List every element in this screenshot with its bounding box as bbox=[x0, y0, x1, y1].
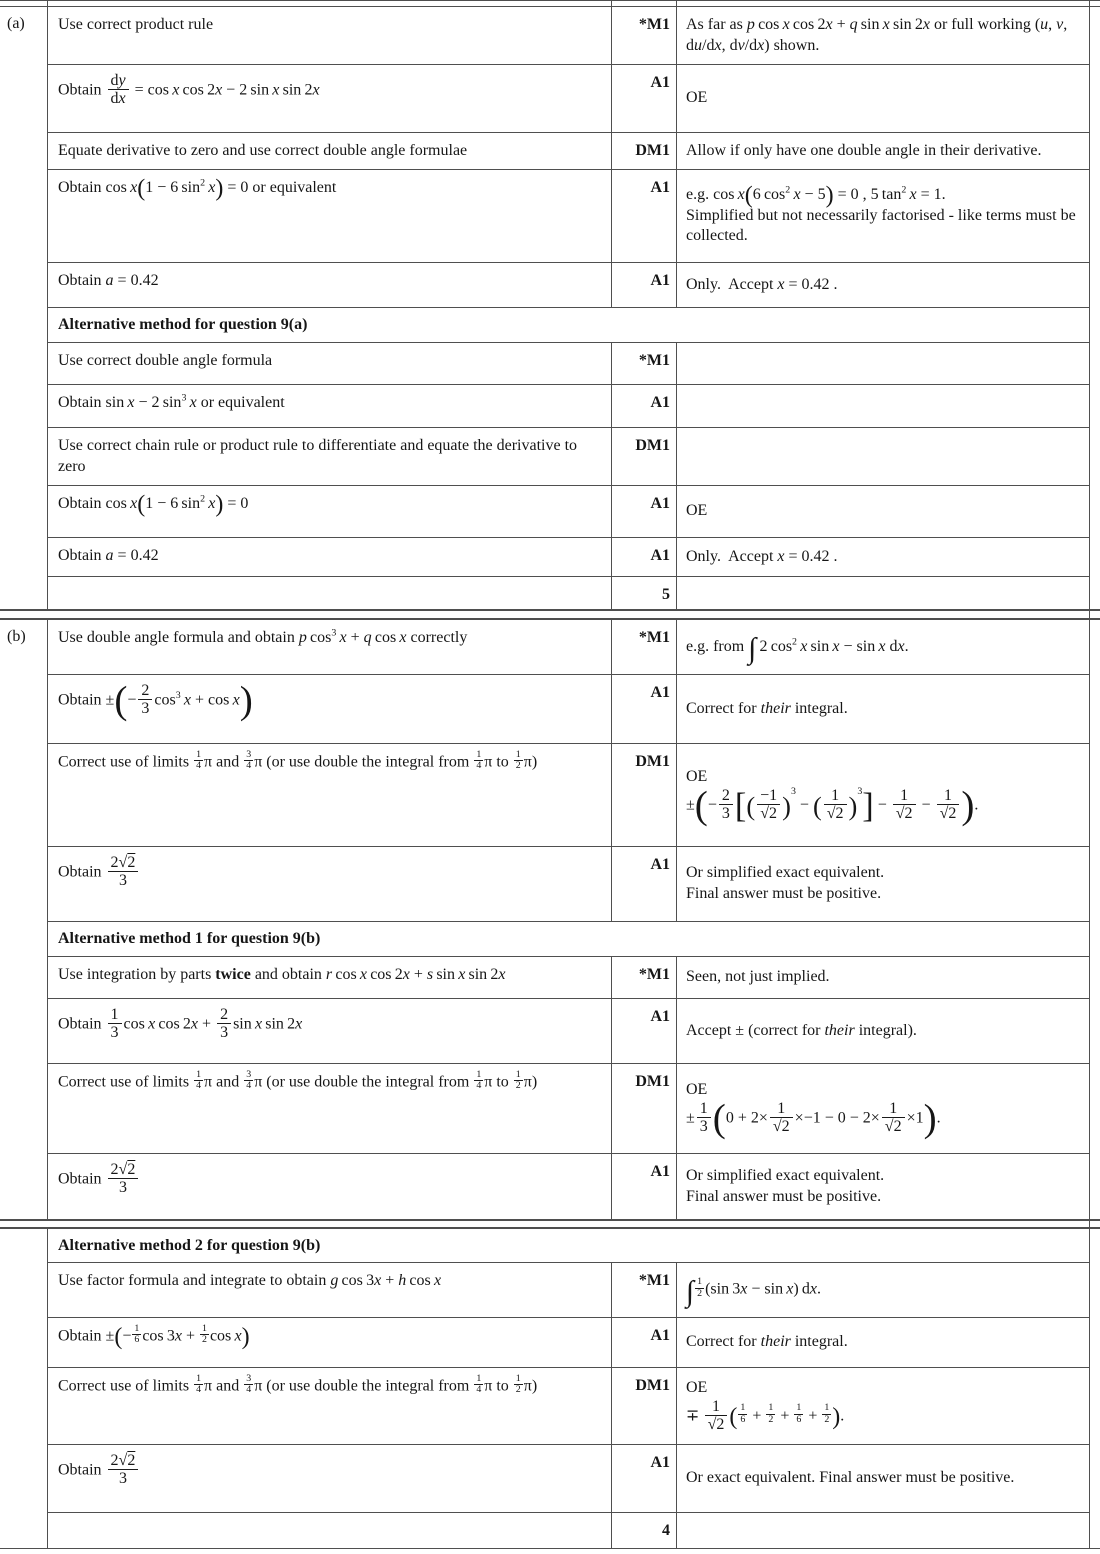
alt-method-header: Alternative method 1 for question 9(b) bbox=[58, 930, 321, 947]
guidance-cell bbox=[677, 65, 1089, 132]
table-top-edge bbox=[0, 0, 1100, 7]
answer-text: Obtain sin x − 2 $\sin^3 x$ or equivalent bbox=[58, 392, 285, 411]
mark-cell bbox=[612, 1263, 677, 1317]
mark-row bbox=[48, 7, 1089, 65]
mark-row bbox=[48, 428, 1089, 486]
part-label: (a) bbox=[7, 15, 25, 32]
section-separator bbox=[0, 1219, 1100, 1229]
guidance-text: Only. Accept x = 0.42 . bbox=[686, 275, 838, 293]
guidance-text: OE ± $\frac{1}{3}$ (0 + 2× $\frac{1}{√2}$ ×−1 − 0 − 2× $\frac{1}{√2}$ ×1). bbox=[686, 1081, 941, 1140]
mark-row bbox=[48, 385, 1089, 428]
answer-cell bbox=[48, 847, 612, 921]
guidance-text: Correct for their integral. bbox=[686, 1333, 848, 1351]
mark-label: DM1 bbox=[635, 1073, 670, 1090]
mark-cell bbox=[612, 65, 677, 132]
answer-text: Use factor formula and integrate to obtain g cos 3x + h cos x bbox=[58, 1272, 442, 1289]
answer-cell bbox=[48, 428, 612, 485]
answer-cell bbox=[48, 1318, 612, 1367]
mark-row bbox=[48, 1154, 1089, 1219]
guidance-text: e.g. cos x(6 $\cos^2 x - 5) = 0$ , 5 $\tan^2 x = 1$. Simplified but not necessarily factorised - like terms must be collected. bbox=[686, 182, 1076, 245]
answer-text: Correct use of limits $\frac{1}{4}$ π and $\frac{3}{4}$ π (or use double the integral from $\frac{1}{4}$ π to $\frac{1}{2}$ π) bbox=[58, 1069, 538, 1092]
answer-cell bbox=[48, 957, 612, 998]
guidance-text: Seen, not just implied. bbox=[686, 968, 830, 986]
mark-row bbox=[48, 744, 1089, 847]
alt-method-header-row bbox=[48, 922, 1089, 957]
guidance-text: Accept ± (correct for their integral). bbox=[686, 1021, 917, 1039]
answer-text: Obtain $\frac{2√2}{3}$ bbox=[58, 855, 595, 891]
answer-cell bbox=[48, 7, 612, 64]
guidance-cell bbox=[677, 675, 1089, 743]
part-label-cell bbox=[0, 620, 48, 1219]
mark-cell bbox=[612, 428, 677, 485]
guidance-cell bbox=[677, 999, 1089, 1063]
answer-text: Obtain $\frac{2√2}{3}$ bbox=[58, 1162, 595, 1198]
guidance-cell bbox=[677, 538, 1089, 576]
mark-row bbox=[48, 133, 1089, 170]
guidance-cell bbox=[677, 744, 1089, 846]
alt-method-header: Alternative method for question 9(a) bbox=[58, 316, 308, 333]
mark-label: DM1 bbox=[635, 437, 670, 454]
total-row bbox=[48, 1513, 1089, 1548]
answer-text: Obtain ±(− $\frac{1}{6}$ cos 3x + $\frac{1}{2}$ cos x) bbox=[58, 1323, 250, 1350]
answer-cell bbox=[48, 170, 612, 262]
mark-row bbox=[48, 65, 1089, 133]
mark-label: A1 bbox=[650, 179, 670, 196]
answer-text: Use correct product rule bbox=[58, 16, 214, 33]
guidance-cell bbox=[677, 620, 1089, 674]
guidance-cell bbox=[677, 428, 1089, 485]
mark-scheme-table bbox=[0, 7, 1090, 1548]
answer-cell bbox=[48, 577, 612, 609]
mark-cell bbox=[612, 343, 677, 384]
guidance-text: Allow if only have one double angle in their derivative. bbox=[686, 141, 1042, 159]
column-border-line bbox=[1089, 1, 1091, 6]
alt-method-header-row bbox=[48, 308, 1089, 343]
guidance-text: As far as p cos x cos 2x + q sin x sin 2x or full working (u, v, du/dx, dv/dx) shown. bbox=[686, 15, 1068, 54]
mark-row bbox=[48, 675, 1089, 744]
answer-cell bbox=[48, 999, 612, 1063]
guidance-text: OE ±(− $\frac{2}{3}$ [( $\frac{-1}{√2}$ )$^3$ − ( $\frac{1}{√2}$ )$^3$] − $\frac{1}{√2}$ − $\frac{1}{√2}$ ). bbox=[686, 767, 979, 827]
mark-label: A1 bbox=[650, 495, 670, 512]
guidance-text: Or exact equivalent. Final answer must be positive. bbox=[686, 1469, 1015, 1487]
mark-row bbox=[48, 538, 1089, 577]
guidance-cell bbox=[677, 577, 1089, 609]
mark-label: *M1 bbox=[638, 16, 670, 33]
guidance-cell bbox=[677, 1318, 1089, 1367]
mark-row bbox=[48, 343, 1089, 385]
answer-cell bbox=[48, 1154, 612, 1219]
mark-row bbox=[48, 1263, 1089, 1318]
total-marks-cell: 5 bbox=[612, 577, 677, 609]
guidance-cell bbox=[677, 1154, 1089, 1219]
mark-label: DM1 bbox=[635, 753, 670, 770]
guidance-text: OE bbox=[686, 89, 708, 107]
guidance-cell bbox=[677, 263, 1089, 307]
mark-label: A1 bbox=[650, 1454, 670, 1471]
answer-cell bbox=[48, 65, 612, 132]
mark-label: A1 bbox=[650, 74, 670, 91]
part-label-cell bbox=[0, 7, 48, 609]
answer-cell bbox=[48, 1513, 612, 1548]
mark-label: A1 bbox=[650, 856, 670, 873]
alt-method-header: Alternative method 2 for question 9(b) bbox=[58, 1237, 321, 1254]
guidance-text: Or simplified exact equivalent. Final answer must be positive. bbox=[686, 864, 885, 902]
mark-label: A1 bbox=[650, 1163, 670, 1180]
mark-label: DM1 bbox=[635, 142, 670, 159]
mark-label: *M1 bbox=[638, 1272, 670, 1289]
mark-cell bbox=[612, 1368, 677, 1444]
mark-cell bbox=[612, 620, 677, 674]
mark-label: A1 bbox=[650, 684, 670, 701]
mark-label: *M1 bbox=[638, 629, 670, 646]
section-b-rows bbox=[48, 620, 1089, 1219]
answer-cell bbox=[48, 263, 612, 307]
answer-text: Correct use of limits $\frac{1}{4}$ π and $\frac{3}{4}$ π (or use double the integral from $\frac{1}{4}$ π to $\frac{1}{2}$ π) bbox=[58, 749, 538, 772]
answer-text: Correct use of limits $\frac{1}{4}$ π and $\frac{3}{4}$ π (or use double the integral from $\frac{1}{4}$ π to $\frac{1}{2}$ π) bbox=[58, 1373, 538, 1396]
guidance-cell bbox=[677, 170, 1089, 262]
answer-cell bbox=[48, 343, 612, 384]
mark-row bbox=[48, 1064, 1089, 1154]
answer-text: Obtain $\frac{dy}{dx}$ = cos x cos 2x − 2 sin x sin 2x bbox=[58, 72, 320, 108]
answer-cell bbox=[48, 385, 612, 427]
guidance-text: ∫ $\frac{1}{2}$ (sin 3x − sin x) dx. bbox=[686, 1276, 822, 1308]
column-border-line bbox=[47, 1, 49, 6]
mark-label: *M1 bbox=[638, 352, 670, 369]
mark-cell bbox=[612, 957, 677, 998]
mark-cell bbox=[612, 385, 677, 427]
section-b bbox=[0, 620, 1089, 1219]
guidance-cell bbox=[677, 957, 1089, 998]
mark-cell bbox=[612, 744, 677, 846]
mark-label: A1 bbox=[650, 1008, 670, 1025]
mark-label: A1 bbox=[650, 272, 670, 289]
section-b-alt2 bbox=[0, 1229, 1089, 1548]
guidance-cell bbox=[677, 486, 1089, 537]
guidance-text: Or simplified exact equivalent. Final answer must be positive. bbox=[686, 1166, 885, 1205]
answer-text: Use integration by parts twice and obtain r cos x cos 2x + s sin x sin 2x bbox=[58, 966, 506, 983]
answer-cell bbox=[48, 1368, 612, 1444]
answer-cell bbox=[48, 1263, 612, 1317]
answer-cell bbox=[48, 675, 612, 743]
guidance-cell bbox=[677, 385, 1089, 427]
mark-cell bbox=[612, 1318, 677, 1367]
answer-text: Obtain ±(− $\frac{2}{3}$ $\cos^3 x + \cos x$) bbox=[58, 678, 253, 722]
mark-label: A1 bbox=[650, 547, 670, 564]
mark-cell bbox=[612, 999, 677, 1063]
answer-cell bbox=[48, 1064, 612, 1153]
mark-cell bbox=[612, 675, 677, 743]
mark-cell bbox=[612, 486, 677, 537]
guidance-text: OE bbox=[686, 502, 708, 520]
mark-row bbox=[48, 1445, 1089, 1513]
answer-text: Equate derivative to zero and use correct double angle formulae bbox=[58, 142, 468, 159]
answer-cell bbox=[48, 538, 612, 576]
answer-text: Obtain $\frac{2√2}{3}$ bbox=[58, 1453, 595, 1489]
mark-label: DM1 bbox=[635, 1377, 670, 1394]
section-separator bbox=[0, 609, 1100, 620]
section-b-alt2-rows bbox=[48, 1229, 1089, 1548]
mark-cell bbox=[612, 133, 677, 169]
mark-row bbox=[48, 999, 1089, 1064]
guidance-cell bbox=[677, 847, 1089, 921]
guidance-cell bbox=[677, 1064, 1089, 1153]
mark-row bbox=[48, 957, 1089, 999]
guidance-text: e.g. from ∫ 2 $\cos^2 x$ sin x − sin x dx. bbox=[686, 632, 909, 665]
mark-label: A1 bbox=[650, 1327, 670, 1344]
answer-text: Obtain $\frac{1}{3}$ cos x cos 2x + $\frac{2}{3}$ sin x sin 2x bbox=[58, 1006, 303, 1042]
mark-label: *M1 bbox=[638, 966, 670, 983]
guidance-cell bbox=[677, 133, 1089, 169]
answer-cell bbox=[48, 133, 612, 169]
guidance-text: Correct for their integral. bbox=[686, 699, 848, 717]
mark-cell bbox=[612, 538, 677, 576]
answer-text: Obtain a = 0.42 bbox=[58, 272, 159, 289]
mark-row bbox=[48, 1318, 1089, 1368]
answer-text: Obtain cos x(1 − 6 $\sin^2 x) = 0$ or equivalent bbox=[58, 175, 337, 202]
guidance-cell bbox=[677, 1445, 1089, 1512]
mark-row bbox=[48, 847, 1089, 922]
column-border-line bbox=[611, 1, 613, 6]
guidance-text: Only. Accept x = 0.42 . bbox=[686, 547, 838, 565]
mark-cell bbox=[612, 263, 677, 307]
mark-cell bbox=[612, 1445, 677, 1512]
guidance-cell bbox=[677, 1263, 1089, 1317]
part-label: (b) bbox=[7, 628, 26, 645]
section-a bbox=[0, 7, 1089, 609]
mark-cell bbox=[612, 170, 677, 262]
answer-text: Use double angle formula and obtain p $\cos^3 x + q$ cos x correctly bbox=[58, 627, 468, 646]
section-a-rows bbox=[48, 7, 1089, 609]
column-border-line bbox=[676, 1, 678, 6]
answer-cell bbox=[48, 1445, 612, 1512]
guidance-cell bbox=[677, 7, 1089, 64]
answer-cell bbox=[48, 486, 612, 537]
total-marks-cell: 4 bbox=[612, 1513, 677, 1548]
total-row bbox=[48, 577, 1089, 609]
guidance-cell bbox=[677, 1368, 1089, 1444]
alt-method-header-row bbox=[48, 1229, 1089, 1263]
answer-text: Use correct double angle formula bbox=[58, 352, 273, 369]
mark-row bbox=[48, 170, 1089, 263]
mark-label: A1 bbox=[650, 394, 670, 411]
answer-cell bbox=[48, 620, 612, 674]
mark-row bbox=[48, 620, 1089, 675]
mark-row bbox=[48, 263, 1089, 308]
guidance-cell bbox=[677, 1513, 1089, 1548]
mark-row bbox=[48, 486, 1089, 538]
table-bottom-edge bbox=[0, 1548, 1100, 1549]
mark-cell bbox=[612, 847, 677, 921]
part-label-cell bbox=[0, 1229, 48, 1548]
mark-row bbox=[48, 1368, 1089, 1445]
answer-text: Obtain cos x(1 − 6 $\sin^2 x) = 0$ bbox=[58, 491, 249, 518]
answer-text: Use correct chain rule or product rule to differentiate and equate the derivative to zero bbox=[58, 437, 578, 475]
mark-cell bbox=[612, 1064, 677, 1153]
answer-text: Obtain a = 0.42 bbox=[58, 547, 159, 564]
mark-cell bbox=[612, 1154, 677, 1219]
guidance-text: OE ∓ $\frac{1}{√2}$ ( $\frac{1}{6}$ + $\frac{1}{2}$ + $\frac{1}{6}$ + $\frac{1}{2}$ ). bbox=[686, 1378, 845, 1433]
answer-cell bbox=[48, 744, 612, 846]
guidance-cell bbox=[677, 343, 1089, 384]
mark-cell bbox=[612, 7, 677, 64]
